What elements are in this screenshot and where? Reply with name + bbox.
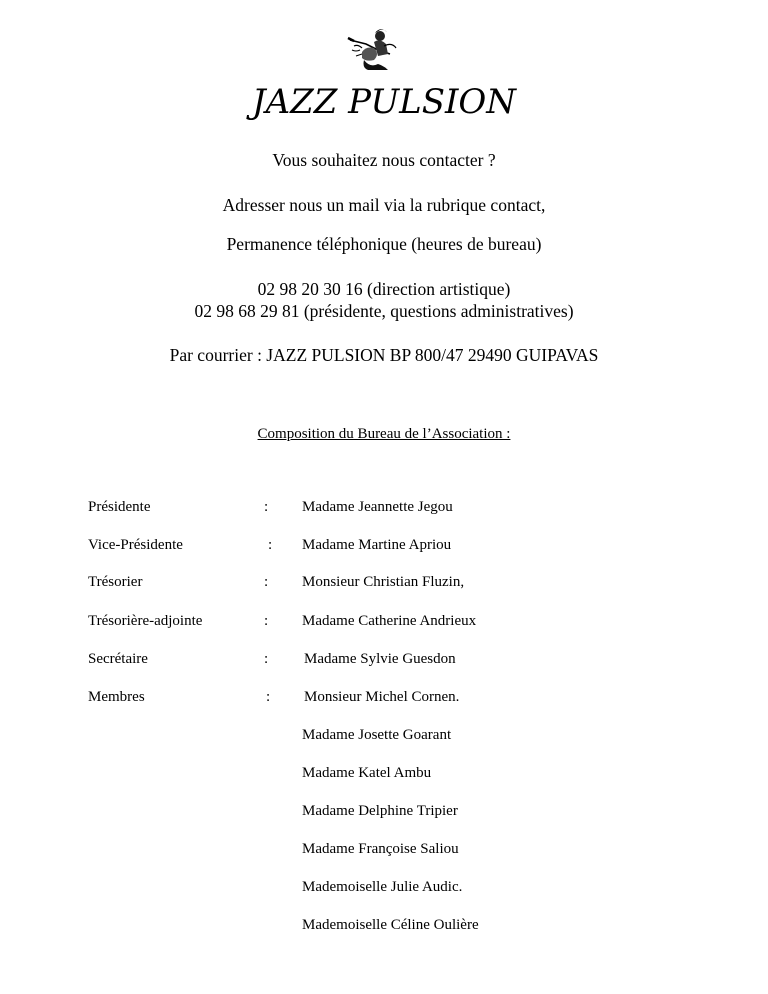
list-item [0, 877, 768, 899]
member-name: Monsieur Michel Cornen. [304, 689, 460, 705]
contact-phone-hours: Permanence téléphonique (heures de bureau) [226, 234, 542, 254]
role-label: Secrétaire [88, 651, 148, 667]
role-label: Trésorier [88, 574, 143, 590]
member-name: Madame Delphine Tripier [302, 803, 458, 819]
separator: : [264, 574, 269, 590]
member-name: Madame Catherine Andrieux [302, 613, 477, 629]
bureau-heading-text: Composition du Bureau de l’Association : [257, 426, 511, 442]
table-row [0, 687, 768, 709]
table-row [0, 649, 768, 671]
table-row [0, 497, 768, 519]
member-name: Madame Sylvie Guesdon [304, 651, 456, 667]
member-name: Monsieur Christian Fluzin, [302, 574, 465, 590]
page-title: JAZZ PULSION [251, 82, 517, 122]
list-item [0, 801, 768, 823]
list-item [0, 725, 768, 747]
member-name: Mademoiselle Julie Audic. [302, 879, 463, 895]
separator: : [264, 613, 269, 629]
list-item [0, 839, 768, 861]
member-name: Madame Katel Ambu [302, 765, 432, 781]
contact-phone-admin: 02 98 68 29 81 (présidente, questions administratives) [194, 301, 574, 321]
member-name: Madame Françoise Saliou [302, 841, 459, 857]
list-item [0, 763, 768, 785]
role-label: Trésorière-adjointe [88, 613, 203, 629]
jazz-musician-icon [344, 24, 400, 72]
contact-intro: Vous souhaitez nous contacter ? [272, 150, 496, 170]
table-row [0, 611, 768, 633]
table-row [0, 535, 768, 557]
role-label: Membres [88, 689, 145, 705]
contact-postal-address: Par courrier : JAZZ PULSION BP 800/47 29490 GUIPAVAS [169, 345, 599, 365]
separator: : [264, 651, 269, 667]
member-name: Mademoiselle Céline Oulière [302, 917, 479, 933]
separator: : [264, 499, 269, 515]
member-name: Madame Jeannette Jegou [302, 499, 453, 515]
table-row [0, 572, 768, 594]
contact-phone-artistic: 02 98 20 30 16 (direction artistique) [257, 279, 511, 299]
member-name: Madame Martine Apriou [302, 537, 452, 553]
role-label: Vice-Présidente [88, 537, 183, 553]
role-label: Présidente [88, 499, 151, 515]
contact-email-info: Adresser nous un mail via la rubrique contact, [222, 195, 546, 215]
separator: : [266, 689, 271, 705]
separator: : [268, 537, 273, 553]
member-name: Madame Josette Goarant [302, 727, 452, 743]
bureau-heading [0, 424, 768, 444]
list-item [0, 915, 768, 937]
